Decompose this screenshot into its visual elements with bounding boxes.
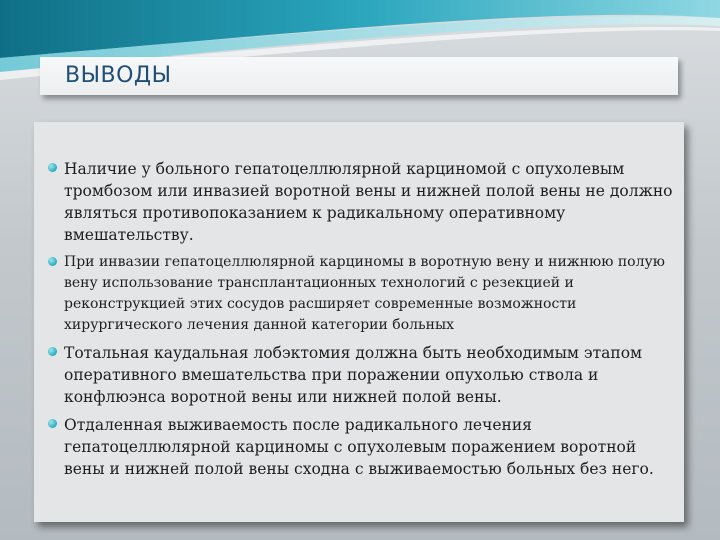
bullet-text: При инвазии гепатоцеллюлярной карциномы в воротную вену и нижнюю полую вену использование трансплантационных технологий с резекцией и реконструкцией этих сосудов расширяет современные возможности хирургического лечения данной категории больных	[64, 254, 665, 333]
bullet-text: Наличие у больного гепатоцеллюлярной карциномой с опухолевым тромбозом или инвазией воротной вены и нижней полой вены не должно являться противопоказанием к радикальному оперативному вмешательству.	[64, 160, 673, 244]
conclusions-list	[48, 158, 676, 486]
bullet-text: Тотальная каудальная лобэктомия должна быть необходимым этапом оперативного вмешательства при поражении опухолью ствола и конфлюэнса воротной вены или нижней полой вены.	[64, 344, 643, 406]
list-item	[48, 158, 676, 246]
bullet-icon	[48, 163, 57, 172]
bullet-icon	[48, 347, 57, 356]
list-item	[48, 342, 676, 408]
list-item	[48, 252, 676, 336]
content-box	[34, 122, 684, 522]
bullet-icon	[48, 257, 57, 266]
title-bar	[40, 57, 678, 95]
list-item	[48, 414, 676, 480]
slide-title: ВЫВОДЫ	[65, 63, 172, 88]
bullet-text: Отдаленная выживаемость после радикального лечения гепатоцеллюлярной карциномы с опухолевым поражением воротной вены и нижней полой вены сходна с выживаемостью больных без него.	[64, 416, 654, 478]
bullet-icon	[48, 419, 57, 428]
